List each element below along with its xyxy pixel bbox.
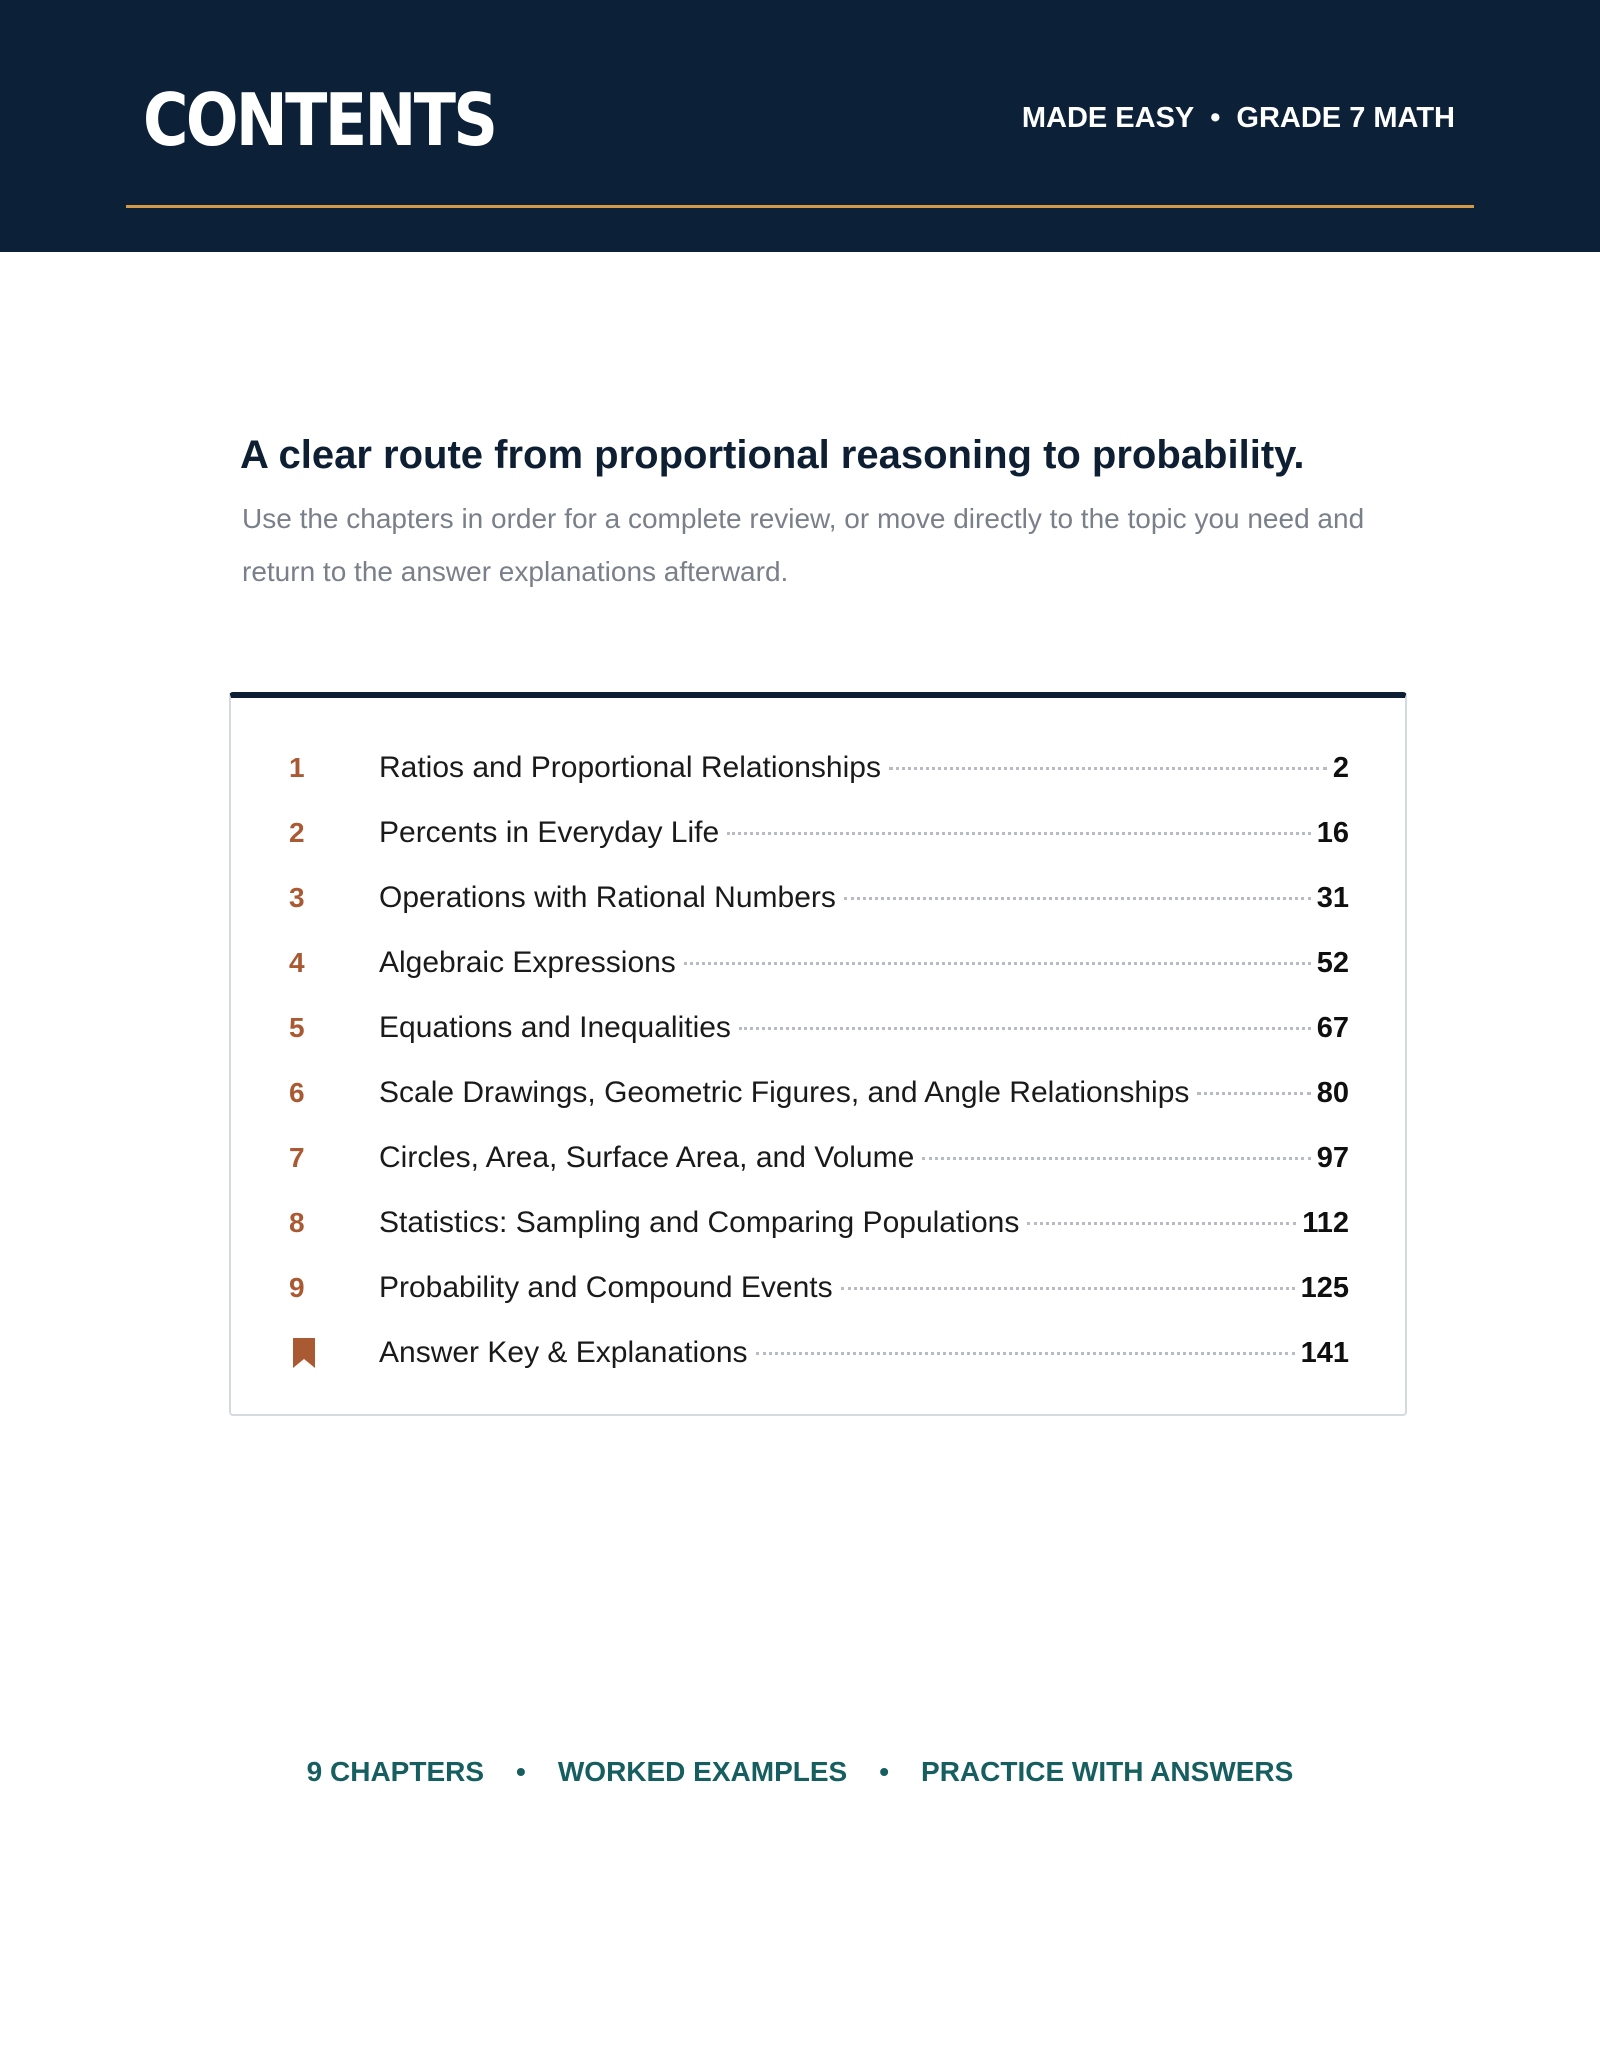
tagline-separator: • <box>1210 102 1221 134</box>
page-number: 97 <box>1316 1141 1349 1174</box>
intro-section <box>240 428 1420 598</box>
page-number: 67 <box>1316 1011 1349 1044</box>
toc-item[interactable] <box>231 1190 1405 1255</box>
answer-key-title: Answer Key & Explanations <box>379 1335 748 1369</box>
chapter-title: Statistics: Sampling and Comparing Populations <box>379 1205 1020 1239</box>
chapter-title: Probability and Compound Events <box>379 1270 833 1304</box>
toc-entry-line <box>379 1073 1349 1113</box>
dot-leader <box>844 897 1311 900</box>
header-divider <box>126 205 1474 208</box>
feature-chapters: 9 CHAPTERS <box>306 1756 485 1787</box>
toc-item[interactable] <box>231 1255 1405 1320</box>
dot-leader <box>1197 1092 1310 1095</box>
page-header <box>0 0 1600 252</box>
chapter-title: Algebraic Expressions <box>379 945 676 979</box>
page-number: 125 <box>1300 1271 1349 1304</box>
chapter-number: 4 <box>289 946 305 978</box>
chapter-number: 9 <box>289 1271 305 1303</box>
toc-item-answer-key[interactable] <box>231 1320 1405 1385</box>
dot-leader <box>889 767 1327 770</box>
chapter-number: 8 <box>289 1206 305 1238</box>
toc-entry-line <box>379 1333 1349 1373</box>
page-number: 141 <box>1300 1336 1349 1369</box>
chapter-title: Ratios and Proportional Relationships <box>379 750 881 784</box>
toc-list <box>231 735 1405 1385</box>
feature-separator: • <box>879 1756 890 1787</box>
feature-worked-examples: WORKED EXAMPLES <box>557 1756 848 1787</box>
toc-item[interactable] <box>231 865 1405 930</box>
page-number: 16 <box>1316 816 1349 849</box>
dot-leader <box>684 962 1311 965</box>
toc-item[interactable] <box>231 800 1405 865</box>
toc-entry-line <box>379 1268 1349 1308</box>
feature-separator: • <box>516 1756 526 1787</box>
chapter-title: Scale Drawings, Geometric Figures, and Angle Relationships <box>379 1075 1190 1109</box>
chapter-number: 3 <box>289 881 305 913</box>
chapter-number: 7 <box>289 1141 305 1173</box>
bookmark-icon <box>293 1338 315 1368</box>
page-number: 112 <box>1302 1206 1349 1239</box>
dot-leader <box>922 1157 1310 1160</box>
header-tagline <box>1022 98 1455 138</box>
feature-practice: PRACTICE WITH ANSWERS <box>921 1756 1294 1787</box>
toc-entry-line <box>379 1203 1349 1243</box>
toc-entry-line <box>379 1008 1349 1048</box>
toc-item[interactable] <box>231 1125 1405 1190</box>
dot-leader <box>841 1287 1295 1290</box>
intro-heading: A clear route from proportional reasoning to probability. <box>240 433 1305 477</box>
page-number: 31 <box>1316 881 1349 914</box>
dot-leader <box>727 832 1311 835</box>
page-title: CONTENTS <box>143 78 496 162</box>
chapter-title: Operations with Rational Numbers <box>379 880 836 914</box>
toc-entry-line <box>379 748 1349 788</box>
subject-name: GRADE 7 MATH <box>1236 102 1455 134</box>
chapter-title: Circles, Area, Surface Area, and Volume <box>379 1140 915 1174</box>
toc-entry-line <box>379 1138 1349 1178</box>
toc-entry-line <box>379 943 1349 983</box>
toc-entry-line <box>379 878 1349 918</box>
toc-item[interactable] <box>231 735 1405 800</box>
dot-leader <box>739 1027 1311 1030</box>
page-number: 80 <box>1316 1076 1349 1109</box>
dot-leader <box>1027 1222 1296 1225</box>
chapter-number: 5 <box>289 1011 305 1043</box>
page-number: 2 <box>1332 751 1349 784</box>
toc-item[interactable] <box>231 1060 1405 1125</box>
chapter-title: Equations and Inequalities <box>379 1010 731 1044</box>
toc-item[interactable] <box>231 995 1405 1060</box>
intro-body: Use the chapters in order for a complete review, or move directly to the topic you need and return to the answer explanations afterward. <box>242 503 1365 587</box>
feature-strip <box>0 1752 1600 1792</box>
page-number: 52 <box>1316 946 1349 979</box>
toc-item[interactable] <box>231 930 1405 995</box>
chapter-number: 2 <box>289 816 305 848</box>
toc-entry-line <box>379 813 1349 853</box>
series-name: MADE EASY <box>1021 102 1195 134</box>
chapter-number: 1 <box>289 751 305 783</box>
dot-leader <box>756 1352 1295 1355</box>
table-of-contents <box>229 692 1407 1416</box>
chapter-number: 6 <box>289 1076 305 1108</box>
chapter-title: Percents in Everyday Life <box>379 815 720 849</box>
